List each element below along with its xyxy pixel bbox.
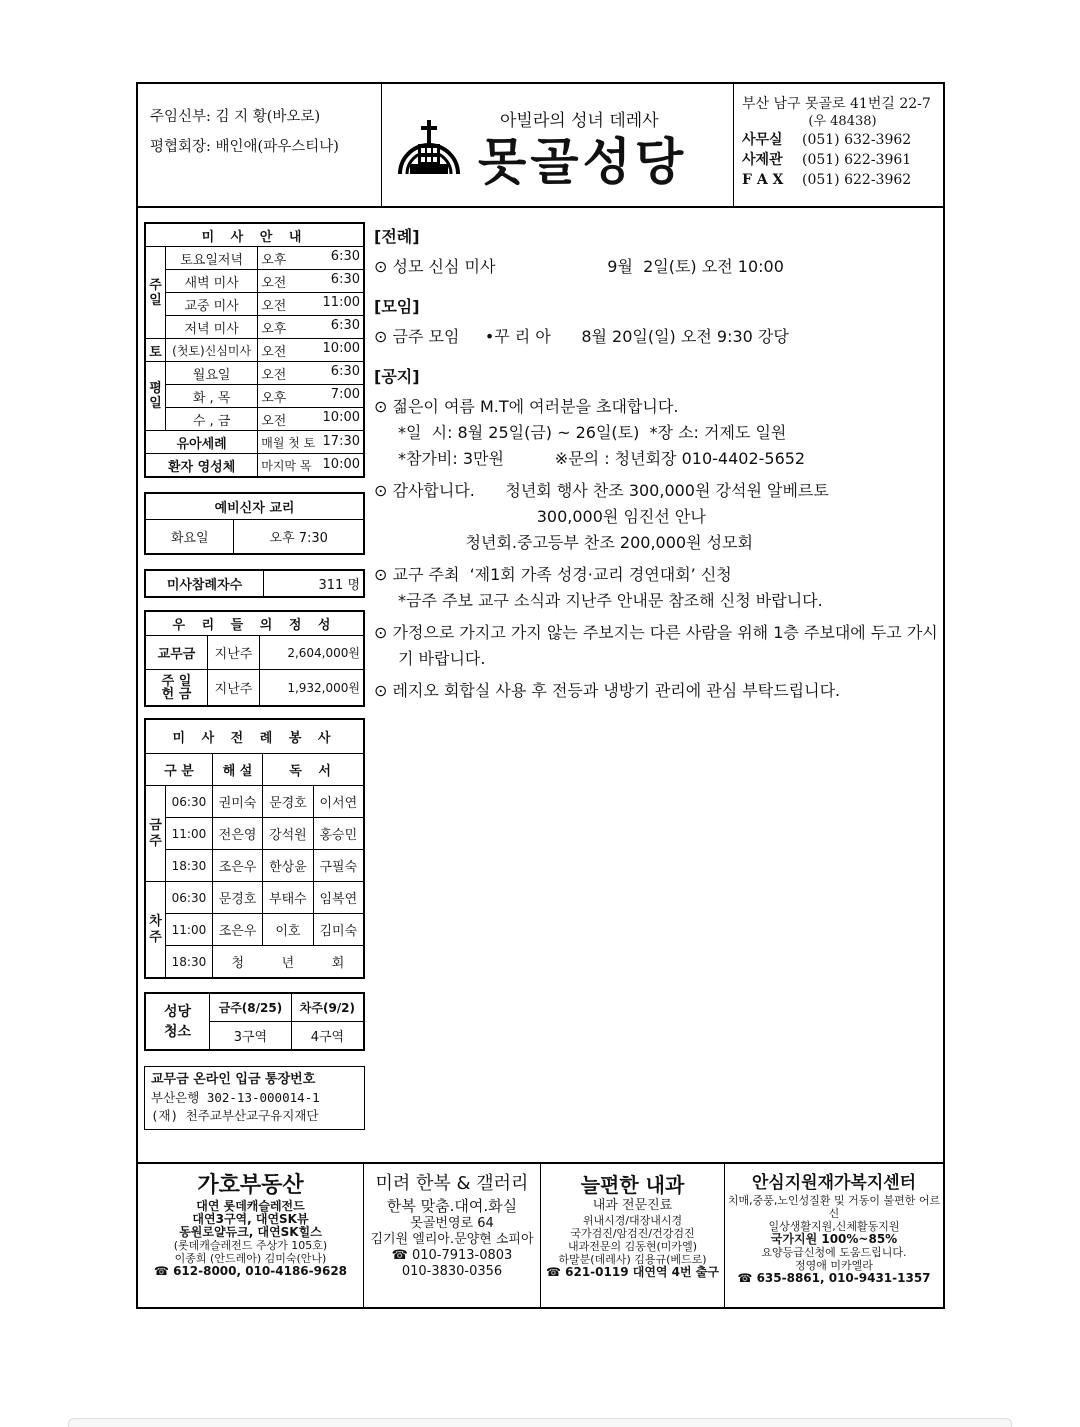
parish-name: 못골성당 — [478, 132, 688, 191]
mass-name: 저녁 미사 — [166, 316, 258, 339]
mass-name: 월요일 — [166, 362, 258, 385]
liturgy-item: ⊙ 성모 신심 미사 9월 2일(토) 오전 10:00 — [374, 257, 784, 276]
ad-line: 동원로얄듀크, 대연SK힐스 — [179, 1225, 322, 1239]
header-staff — [138, 84, 382, 206]
ad-line: 010-3830-0356 — [401, 1264, 503, 1279]
offering-amount: 2,604,000원 — [260, 636, 364, 670]
notice-item-contest: ⊙ 교구 주최 ‘제1회 가족 성경·교리 경연대회’ 신청 — [374, 565, 732, 584]
mass-schedule-box — [144, 222, 365, 478]
server-commentator: 권미숙 — [212, 786, 262, 818]
this-week-label: 금주 — [146, 786, 166, 882]
ad-line: 대연3구역, 대연SK뷰 — [192, 1212, 309, 1226]
account-title: 교무금 온라인 입금 통장번호 — [151, 1072, 316, 1087]
server-reader2: 홍승민 — [313, 818, 363, 850]
pastor-name: 주임신부: 김 지 황(바오로) — [150, 109, 321, 125]
mass-time: 오후 6:30 — [258, 247, 364, 270]
mass-name: 새벽 미사 — [166, 270, 258, 293]
col-commentary: 해 설 — [212, 754, 262, 786]
header — [138, 84, 943, 208]
catechumen-box — [144, 492, 365, 555]
server-commentator: 전은영 — [212, 818, 262, 850]
council-president: 평협회장: 배인애(파우스티나) — [150, 139, 339, 155]
notice-detail: *금주 주보 교구 소식과 지난주 안내문 참조해 신청 바랍니다. — [398, 591, 823, 610]
account-holder: (재) 천주교부산교구유지재단 — [151, 1108, 319, 1123]
ad-line: 하말분(데레사) 김용규(베드로) — [558, 1253, 707, 1266]
youth-group-1: 청 — [212, 946, 262, 978]
server-time: 06:30 — [166, 786, 213, 818]
mass-time: 오전 6:30 — [258, 362, 364, 385]
header-title-block — [382, 84, 734, 206]
ad-line: 위내시경/대장내시경 — [582, 1214, 683, 1227]
infant-baptism-label: 유아세례 — [146, 431, 258, 454]
account-number: 부산은행 302-13-000014-1 — [151, 1090, 320, 1105]
server-time: 11:00 — [166, 914, 213, 946]
ad-line: 내과 전문진료 — [592, 1198, 673, 1213]
mass-name: 교중 미사 — [166, 293, 258, 316]
ad-welfare-center — [725, 1164, 943, 1309]
cleaning-this-week: 3구역 — [210, 1022, 292, 1050]
catechumen-day: 화요일 — [146, 520, 234, 554]
ad-line: 이종희 (안드레아) 김미숙(안나) — [174, 1252, 327, 1265]
server-commentator: 조은우 — [212, 850, 262, 882]
mass-schedule-table — [145, 223, 364, 477]
ad-line: ☎ 010-7913-0803 — [391, 1248, 513, 1263]
next-week-label: 차주 — [146, 882, 166, 978]
attendance-count: 311 명 — [264, 571, 364, 597]
mass-name: 화 , 목 — [166, 385, 258, 408]
ad-title: 안심지원재가복지센터 — [751, 1173, 917, 1193]
header-contacts — [734, 84, 943, 206]
postcode: (우 48438) — [808, 114, 877, 129]
offering-label: 교무금 — [146, 636, 208, 670]
cleaning-next-week: 4구역 — [291, 1022, 363, 1050]
cleaning-box — [144, 992, 365, 1051]
contact-rectory: 사제관 (051) 622-3961 — [742, 152, 912, 168]
meeting-item: ⊙ 금주 모임 •꾸 리 아 8월 20일(일) 오전 9:30 강당 — [374, 327, 789, 346]
advertisements — [138, 1162, 943, 1309]
notice-item-bulletin: ⊙ 가정으로 가지고 가지 않는 주보지는 다른 사람을 위해 1층 주보대에 두고 가시기 바랍니다. — [374, 623, 938, 668]
server-reader2: 구필숙 — [313, 850, 363, 882]
liturgy-servers-table — [145, 719, 364, 978]
offering-period: 지난주 — [208, 670, 260, 706]
contact-office: 사무실 (051) 632-3962 — [742, 132, 912, 148]
mass-time: 오전 11:00 — [258, 293, 364, 316]
server-time: 18:30 — [166, 946, 213, 978]
server-reader1: 한상윤 — [263, 850, 313, 882]
offering-amount: 1,932,000원 — [260, 670, 364, 706]
ad-line: ☎ 612-8000, 010-4186-9628 — [153, 1264, 348, 1278]
account-box — [144, 1066, 365, 1130]
meeting-heading: [모임] — [374, 297, 420, 316]
cleaning-label: 성당 청소 — [146, 994, 210, 1050]
notice-item-thanks: ⊙ 감사합니다. 청년회 행사 찬조 300,000원 강석원 알베르토 — [374, 481, 829, 500]
mass-time: 오전 6:30 — [258, 270, 364, 293]
ad-line: 대연 롯데캐슬레전드 — [196, 1199, 305, 1213]
notice-detail: 300,000원 임진선 안나 — [374, 507, 706, 526]
attendance-table — [145, 570, 364, 597]
notice-detail: *일 시: 8월 25일(금) ~ 26일(토) *장 소: 거제도 일원 — [398, 423, 787, 442]
notice-item-mt: ⊙ 젊은이 여름 M.T에 여러분을 초대합니다. — [374, 397, 679, 416]
mass-time: 오전 10:00 — [258, 408, 364, 431]
mass-time: 오전 10:00 — [258, 339, 364, 362]
server-reader2: 이서연 — [313, 786, 363, 818]
server-reader1: 강석원 — [263, 818, 313, 850]
col-reader: 독 서 — [263, 754, 364, 786]
notices — [374, 224, 939, 704]
ad-line: ☎ 635-8861, 010-9431-1357 — [737, 1271, 931, 1285]
ad-line: 요양등급신청에 도움드립니다. — [761, 1246, 907, 1259]
attendance-label: 미사참례자수 — [146, 571, 264, 597]
mass-time: 오후 6:30 — [258, 316, 364, 339]
notice-detail: *참가비: 3만원 ※문의 : 청년회장 010-4402-5652 — [398, 449, 806, 468]
weekday-label: 평일 — [146, 362, 166, 431]
server-reader1: 부태수 — [263, 882, 313, 914]
attendance-box — [144, 569, 365, 598]
offering-period: 지난주 — [208, 636, 260, 670]
youth-group-3: 회 — [313, 946, 363, 978]
sick-communion-label: 환자 영성체 — [146, 454, 258, 477]
ad-line: 일상생활지원,신체활동지원 — [768, 1220, 900, 1233]
mass-time: 오후 7:00 — [258, 385, 364, 408]
server-reader1: 이호 — [263, 914, 313, 946]
ad-line: 국가지원 100%~85% — [770, 1232, 898, 1246]
address: 부산 남구 못골로 41번길 22-7 — [742, 96, 931, 112]
sunday-label: 주일 — [146, 247, 166, 339]
bulletin-page — [136, 82, 945, 1309]
youth-group-2: 년 — [263, 946, 313, 978]
catechumen-table — [145, 493, 364, 554]
liturgy-heading: [전례] — [374, 227, 420, 246]
server-reader2: 김미숙 — [313, 914, 363, 946]
server-time: 18:30 — [166, 850, 213, 882]
infant-baptism-time: 매월 첫 토 17:30 — [258, 431, 364, 454]
server-reader1: 문경호 — [263, 786, 313, 818]
saturday-label: 토 — [146, 339, 166, 362]
ad-line: 치매,중풍,노인성질환 및 거동이 불편한 어르신 — [727, 1194, 941, 1220]
cleaning-this-week-head: 금주(8/25) — [210, 994, 292, 1022]
ad-line: ☎ 621-0119 대연역 4번 출구 — [546, 1265, 719, 1279]
ad-title: 미려 한복 & 갤러리 — [375, 1173, 529, 1194]
church-logo-icon — [396, 114, 462, 180]
notice-item-legio: ⊙ 레지오 회합실 사용 후 전등과 냉방기 관리에 관심 부탁드립니다. — [374, 681, 841, 700]
server-commentator: 문경호 — [212, 882, 262, 914]
ad-line: 한복 맞춤.대여.화실 — [386, 1197, 518, 1215]
offering-title: 우 리 들 의 정 성 — [146, 612, 364, 636]
mass-schedule-title: 미 사 안 내 — [146, 224, 364, 247]
sick-communion-time: 마지막 목 10:00 — [258, 454, 364, 477]
ad-line: 김기원 엘리아.문양현 소피아 — [370, 1232, 534, 1247]
server-reader2: 임복연 — [313, 882, 363, 914]
catechumen-title: 예비신자 교리 — [146, 494, 364, 520]
mass-name: 토요일저녁 — [166, 247, 258, 270]
server-time: 11:00 — [166, 818, 213, 850]
ad-line: 못골번영로 64 — [410, 1216, 494, 1231]
server-commentator: 조은우 — [212, 914, 262, 946]
ad-hanbok — [364, 1164, 541, 1309]
catechumen-time: 오후 7:30 — [234, 520, 364, 554]
liturgy-servers-box — [144, 718, 365, 979]
ad-realestate — [138, 1164, 364, 1309]
ad-line: 내과전문의 김동현(미카엘) — [568, 1240, 697, 1253]
notice-detail: 청년회.중고등부 찬조 200,000원 성모회 — [374, 533, 753, 552]
ad-line: 국가검진/암검진/건강검진 — [570, 1227, 695, 1240]
ad-title: 늘편한 내과 — [580, 1173, 685, 1197]
mass-name: 수 , 금 — [166, 408, 258, 431]
offering-box — [144, 610, 365, 707]
cleaning-next-week-head: 차주(9/2) — [291, 994, 363, 1022]
ad-line: (롯데캐슬레전드 주상가 105호) — [173, 1239, 328, 1252]
cleaning-table — [145, 993, 364, 1050]
offering-table — [145, 611, 364, 706]
patron-saint: 아빌라의 성녀 데레사 — [500, 111, 659, 131]
notice-heading: [공지] — [374, 367, 420, 386]
mass-name: (첫토)신심미사 — [166, 339, 258, 362]
ad-clinic — [541, 1164, 725, 1309]
col-gubun: 구 분 — [146, 754, 213, 786]
viewer-bottom-bar — [68, 1418, 1012, 1427]
offering-label: 주 일 헌 금 — [146, 670, 208, 706]
ad-line: 정영애 미카엘라 — [795, 1259, 873, 1272]
contact-fax: F A X (051) 622-3962 — [742, 172, 912, 188]
servers-title: 미 사 전 례 봉 사 — [146, 720, 364, 754]
ad-title: 가호부동산 — [197, 1173, 304, 1198]
server-time: 06:30 — [166, 882, 213, 914]
